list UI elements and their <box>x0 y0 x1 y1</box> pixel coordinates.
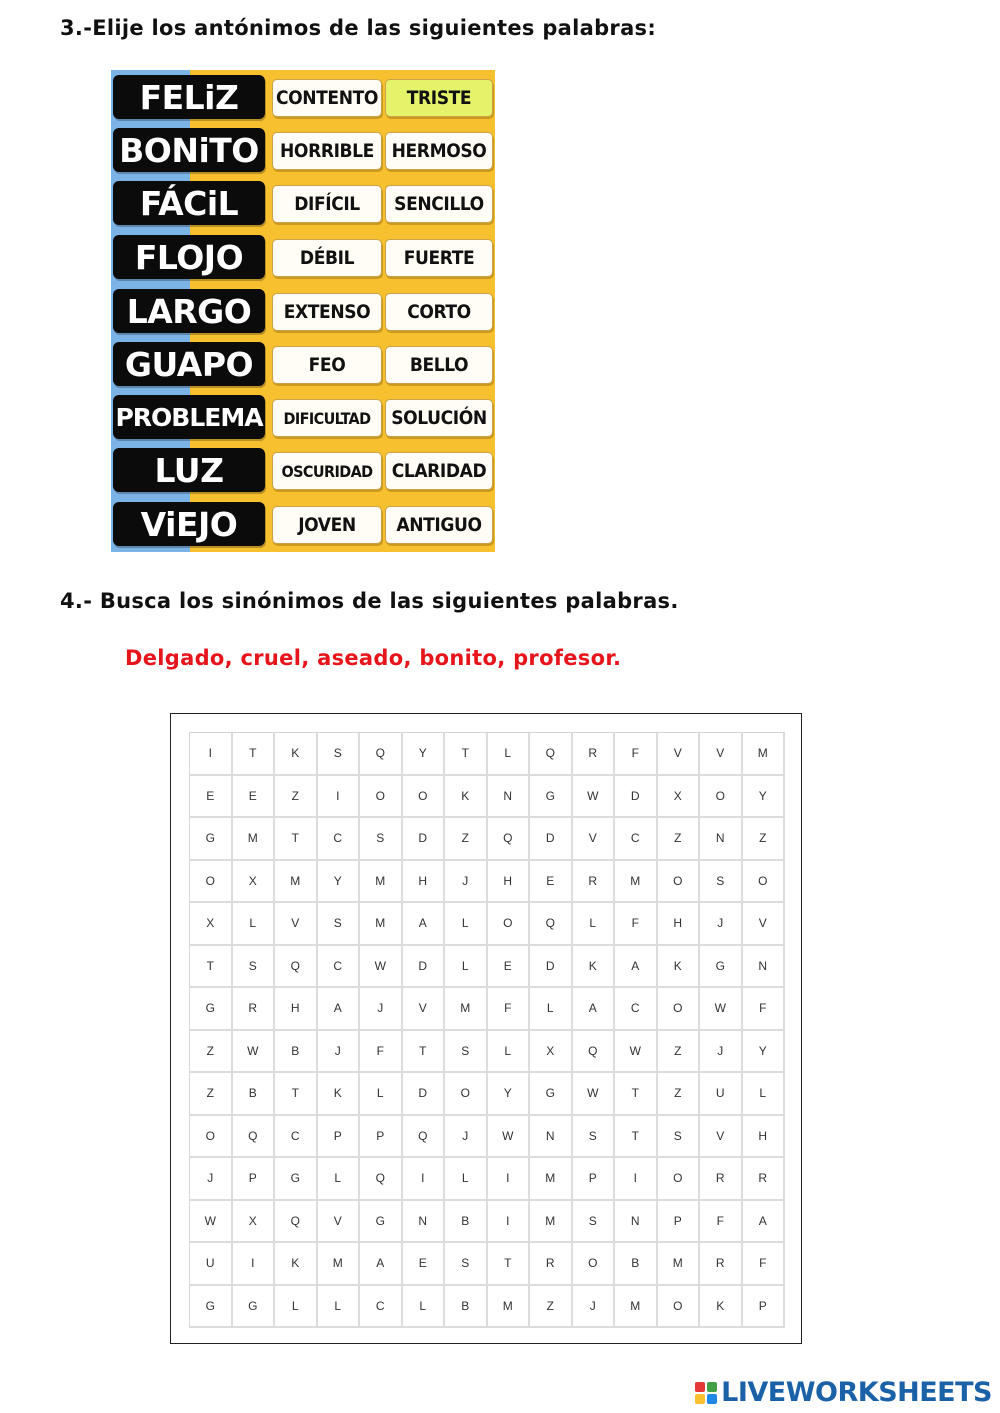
word-search-cell[interactable]: G <box>360 1201 403 1244</box>
word-search-cell[interactable]: N <box>615 1201 658 1244</box>
word-search-cell[interactable]: K <box>275 733 318 776</box>
word-search-cell[interactable]: U <box>190 1243 233 1286</box>
word-search-cell[interactable]: I <box>233 1243 276 1286</box>
word-search-cell[interactable]: N <box>530 1116 573 1159</box>
word-search-cell[interactable]: T <box>615 1073 658 1116</box>
word-search-cell[interactable]: Z <box>445 818 488 861</box>
antonym-source-word: LARGO <box>113 289 265 333</box>
word-search-cell[interactable]: K <box>445 776 488 819</box>
word-search-cell[interactable]: L <box>318 1286 361 1329</box>
word-search-cell[interactable]: T <box>233 733 276 776</box>
word-search-cell[interactable]: L <box>275 1286 318 1329</box>
word-search-cell[interactable]: J <box>445 861 488 904</box>
word-search-cell[interactable]: O <box>743 861 786 904</box>
word-search-cell[interactable]: I <box>318 776 361 819</box>
word-search-cell[interactable]: Y <box>318 861 361 904</box>
word-search-cell[interactable]: R <box>700 1158 743 1201</box>
word-search-cell[interactable]: B <box>233 1073 276 1116</box>
word-search-cell[interactable]: R <box>743 1158 786 1201</box>
word-search-cell[interactable]: N <box>700 818 743 861</box>
word-search-cell[interactable]: J <box>573 1286 616 1329</box>
word-search-cell[interactable]: T <box>488 1243 531 1286</box>
word-search-cell[interactable]: J <box>360 988 403 1031</box>
word-search-cell[interactable]: V <box>658 733 701 776</box>
word-search-cell[interactable]: F <box>360 1031 403 1074</box>
word-search-cell[interactable]: O <box>658 988 701 1031</box>
word-search-cell[interactable]: Q <box>360 733 403 776</box>
antonym-option-b[interactable]: ANTIGUO <box>385 506 493 544</box>
word-search-cell[interactable]: Z <box>658 1073 701 1116</box>
word-search-cell[interactable]: S <box>573 1116 616 1159</box>
word-search-cell[interactable]: D <box>530 818 573 861</box>
word-search-cell[interactable]: F <box>700 1201 743 1244</box>
logo-icon <box>695 1382 717 1404</box>
word-search-cell[interactable]: S <box>445 1031 488 1074</box>
word-search-cell[interactable]: S <box>318 733 361 776</box>
antonym-option-b[interactable]: BELLO <box>385 346 493 384</box>
word-search-cell[interactable]: W <box>360 946 403 989</box>
word-search-cell[interactable]: O <box>658 861 701 904</box>
word-search-cell[interactable]: M <box>445 988 488 1031</box>
word-search-cell[interactable]: S <box>233 946 276 989</box>
antonym-source-word: BONiTO <box>113 128 265 172</box>
antonym-row <box>111 235 495 279</box>
word-search-cell[interactable]: W <box>615 1031 658 1074</box>
word-search-cell[interactable]: Y <box>743 776 786 819</box>
antonym-row <box>111 502 495 546</box>
antonym-option-a[interactable]: DIFÍCIL <box>272 185 382 223</box>
word-search-cell[interactable]: W <box>488 1116 531 1159</box>
word-search-cell[interactable]: Q <box>233 1116 276 1159</box>
word-search-cell[interactable]: L <box>318 1158 361 1201</box>
word-search-cell[interactable]: G <box>190 818 233 861</box>
word-search-cell[interactable]: K <box>658 946 701 989</box>
antonym-row <box>111 448 495 492</box>
word-search-cell[interactable]: G <box>530 776 573 819</box>
word-search-cell[interactable]: G <box>700 946 743 989</box>
word-search-cell[interactable]: M <box>318 1243 361 1286</box>
word-search-cell[interactable]: E <box>403 1243 446 1286</box>
word-search-cell[interactable]: Y <box>488 1073 531 1116</box>
word-search-cell[interactable]: S <box>445 1243 488 1286</box>
antonym-source-word: FLOJO <box>113 235 265 279</box>
antonym-row <box>111 128 495 172</box>
antonym-source-word: FELiZ <box>113 75 265 119</box>
word-search-cell[interactable]: F <box>615 903 658 946</box>
word-search-cell[interactable]: Z <box>275 776 318 819</box>
word-search-cell[interactable]: S <box>573 1201 616 1244</box>
word-search-cell[interactable]: O <box>658 1158 701 1201</box>
word-search-cell[interactable]: S <box>360 818 403 861</box>
word-search-cell[interactable]: L <box>530 988 573 1031</box>
word-search-cell[interactable]: R <box>233 988 276 1031</box>
word-search-cell[interactable]: J <box>190 1158 233 1201</box>
word-search-cell[interactable]: O <box>360 776 403 819</box>
antonym-panel <box>111 70 495 552</box>
word-search-cell[interactable]: L <box>233 903 276 946</box>
word-search-cell[interactable]: A <box>743 1201 786 1244</box>
word-search-grid <box>189 732 785 1328</box>
word-search-cell[interactable]: H <box>403 861 446 904</box>
word-search-cell[interactable]: J <box>445 1116 488 1159</box>
word-search-cell[interactable]: V <box>700 733 743 776</box>
word-search-cell[interactable]: V <box>318 1201 361 1244</box>
word-search-cell[interactable]: M <box>233 818 276 861</box>
antonym-row <box>111 181 495 225</box>
word-search-cell[interactable]: O <box>445 1073 488 1116</box>
word-search-cell[interactable]: Y <box>743 1031 786 1074</box>
word-search-cell[interactable]: D <box>615 776 658 819</box>
word-search-cell[interactable]: M <box>658 1243 701 1286</box>
word-search-cell[interactable]: Z <box>190 1073 233 1116</box>
antonym-source-word: LUZ <box>113 448 265 492</box>
word-search-cell[interactable]: K <box>700 1286 743 1329</box>
word-search-cell[interactable]: T <box>190 946 233 989</box>
word-search-cell[interactable]: V <box>573 818 616 861</box>
word-search-cell[interactable]: W <box>233 1031 276 1074</box>
word-search-cell[interactable]: C <box>360 1286 403 1329</box>
word-search-cell[interactable]: Z <box>658 1031 701 1074</box>
word-search-cell[interactable]: N <box>743 946 786 989</box>
antonym-option-a[interactable]: JOVEN <box>272 506 382 544</box>
word-search-cell[interactable]: L <box>445 946 488 989</box>
antonym-option-b[interactable]: HERMOSO <box>385 132 493 170</box>
word-search-cell[interactable]: W <box>190 1201 233 1244</box>
word-search-cell[interactable]: K <box>275 1243 318 1286</box>
word-search-cell[interactable]: I <box>488 1201 531 1244</box>
word-search-cell[interactable]: K <box>573 946 616 989</box>
word-search-cell[interactable]: D <box>403 1073 446 1116</box>
word-search-cell[interactable]: M <box>488 1286 531 1329</box>
antonym-source-word: PROBLEMA <box>113 395 265 439</box>
word-search-cell[interactable]: G <box>190 1286 233 1329</box>
word-search-cell[interactable]: P <box>658 1201 701 1244</box>
word-search-cell[interactable]: K <box>318 1073 361 1116</box>
word-search-cell[interactable]: X <box>233 1201 276 1244</box>
word-search-cell[interactable]: G <box>275 1158 318 1201</box>
antonym-source-word: GUAPO <box>113 342 265 386</box>
section-3-title: 3.-Elije los antónimos de las siguientes palabras: <box>60 16 657 40</box>
word-search-cell[interactable]: L <box>403 1286 446 1329</box>
word-search-cell[interactable]: Q <box>573 1031 616 1074</box>
word-search-cell[interactable]: X <box>233 861 276 904</box>
word-search-cell[interactable]: C <box>615 988 658 1031</box>
word-search-cell[interactable]: T <box>615 1116 658 1159</box>
antonym-option-b[interactable]: SOLUCIÓN <box>385 399 493 437</box>
word-search-cell[interactable]: Z <box>658 818 701 861</box>
word-search-cell[interactable]: G <box>233 1286 276 1329</box>
antonym-source-word: FÁCiL <box>113 181 265 225</box>
word-search-cell[interactable]: Q <box>530 733 573 776</box>
word-search-cell[interactable]: W <box>573 1073 616 1116</box>
word-search-cell[interactable]: T <box>403 1031 446 1074</box>
word-search-cell[interactable]: I <box>190 733 233 776</box>
word-search-cell[interactable]: Q <box>403 1116 446 1159</box>
word-search-cell[interactable]: L <box>488 733 531 776</box>
word-search-cell[interactable]: P <box>573 1158 616 1201</box>
word-search-cell[interactable]: A <box>615 946 658 989</box>
antonym-option-a[interactable]: DÉBIL <box>272 239 382 277</box>
word-search-cell[interactable]: R <box>530 1243 573 1286</box>
word-search-cell[interactable]: J <box>318 1031 361 1074</box>
word-search-cell[interactable]: F <box>488 988 531 1031</box>
word-search-cell[interactable]: X <box>190 903 233 946</box>
antonym-row <box>111 289 495 333</box>
word-search-cell[interactable]: B <box>445 1286 488 1329</box>
word-search-cell[interactable]: M <box>530 1158 573 1201</box>
word-search-cell[interactable]: R <box>700 1243 743 1286</box>
word-search-cell[interactable]: P <box>318 1116 361 1159</box>
word-search-cell[interactable]: O <box>403 776 446 819</box>
word-search-cell[interactable]: C <box>275 1116 318 1159</box>
word-search-cell[interactable]: V <box>403 988 446 1031</box>
logo-text: LIVEWORKSHEETS <box>721 1377 992 1408</box>
word-search-cell[interactable]: L <box>743 1073 786 1116</box>
word-search-cell[interactable]: F <box>743 1243 786 1286</box>
word-search-cell[interactable]: C <box>318 946 361 989</box>
word-search-cell[interactable]: M <box>275 861 318 904</box>
word-search-cell[interactable]: C <box>615 818 658 861</box>
word-search-cell[interactable]: W <box>573 776 616 819</box>
word-search-cell[interactable]: L <box>445 1158 488 1201</box>
word-search-cell[interactable]: Q <box>360 1158 403 1201</box>
word-search-cell[interactable]: F <box>615 733 658 776</box>
word-search-cell[interactable]: M <box>530 1201 573 1244</box>
word-search-cell[interactable]: H <box>275 988 318 1031</box>
word-search-cell[interactable]: O <box>700 776 743 819</box>
word-search-cell[interactable]: P <box>743 1286 786 1329</box>
word-search-cell[interactable]: V <box>275 903 318 946</box>
word-search-cell[interactable]: A <box>318 988 361 1031</box>
word-search-cell[interactable]: B <box>275 1031 318 1074</box>
antonym-source-word: ViEJO <box>113 502 265 546</box>
antonym-option-b[interactable]: SENCILLO <box>385 185 493 223</box>
antonym-option-a[interactable]: EXTENSO <box>272 293 382 331</box>
word-search-cell[interactable]: M <box>615 1286 658 1329</box>
liveworksheets-logo <box>695 1377 992 1408</box>
word-search-cell[interactable]: G <box>190 988 233 1031</box>
antonym-row <box>111 75 495 119</box>
antonym-option-b[interactable]: FUERTE <box>385 239 493 277</box>
word-search-cell[interactable]: N <box>403 1201 446 1244</box>
word-search-cell[interactable]: H <box>743 1116 786 1159</box>
word-search-cell[interactable]: R <box>573 733 616 776</box>
synonym-word-list: Delgado, cruel, aseado, bonito, profesor. <box>125 646 622 670</box>
word-search-cell[interactable]: T <box>275 1073 318 1116</box>
word-search-cell[interactable]: O <box>190 1116 233 1159</box>
word-search-cell[interactable]: I <box>615 1158 658 1201</box>
antonym-option-a[interactable]: HORRIBLE <box>272 132 382 170</box>
antonym-option-b[interactable]: CORTO <box>385 293 493 331</box>
word-search-cell[interactable]: E <box>530 861 573 904</box>
word-search-cell[interactable]: B <box>445 1201 488 1244</box>
word-search-cell[interactable]: O <box>573 1243 616 1286</box>
word-search-cell[interactable]: S <box>658 1116 701 1159</box>
word-search-cell[interactable]: Y <box>403 733 446 776</box>
word-search-cell[interactable]: S <box>318 903 361 946</box>
word-search-cell[interactable]: E <box>233 776 276 819</box>
word-search-cell[interactable]: Q <box>275 946 318 989</box>
antonym-row <box>111 395 495 439</box>
word-search-cell[interactable]: Z <box>530 1286 573 1329</box>
word-search-cell[interactable]: A <box>403 903 446 946</box>
word-search-cell[interactable]: Q <box>530 903 573 946</box>
word-search-cell[interactable]: C <box>318 818 361 861</box>
antonym-option-a[interactable]: OSCURIDAD <box>272 452 382 490</box>
word-search-cell[interactable]: L <box>573 903 616 946</box>
word-search-cell[interactable]: Z <box>743 818 786 861</box>
word-search-cell[interactable]: D <box>403 946 446 989</box>
word-search-cell[interactable]: S <box>700 861 743 904</box>
word-search-cell[interactable]: L <box>445 903 488 946</box>
word-search-cell[interactable]: Q <box>275 1201 318 1244</box>
word-search-cell[interactable]: L <box>488 1031 531 1074</box>
word-search-frame <box>170 713 802 1344</box>
word-search-cell[interactable]: P <box>233 1158 276 1201</box>
antonym-option-a[interactable]: FEO <box>272 346 382 384</box>
word-search-cell[interactable]: V <box>700 1116 743 1159</box>
word-search-cell[interactable]: X <box>530 1031 573 1074</box>
word-search-cell[interactable]: E <box>190 776 233 819</box>
word-search-cell[interactable]: J <box>700 903 743 946</box>
word-search-cell[interactable]: T <box>445 733 488 776</box>
word-search-cell[interactable]: O <box>190 861 233 904</box>
antonym-option-a[interactable]: CONTENTO <box>272 79 382 117</box>
word-search-cell[interactable]: R <box>573 861 616 904</box>
word-search-cell[interactable]: E <box>488 946 531 989</box>
word-search-cell[interactable]: A <box>573 988 616 1031</box>
word-search-cell[interactable]: V <box>743 903 786 946</box>
word-search-cell[interactable]: W <box>700 988 743 1031</box>
word-search-cell[interactable]: L <box>360 1073 403 1116</box>
word-search-cell[interactable]: J <box>700 1031 743 1074</box>
word-search-cell[interactable]: M <box>743 733 786 776</box>
word-search-cell[interactable]: I <box>403 1158 446 1201</box>
word-search-cell[interactable]: D <box>403 818 446 861</box>
word-search-cell[interactable]: M <box>360 861 403 904</box>
word-search-cell[interactable]: H <box>488 861 531 904</box>
antonym-option-a[interactable]: DIFICULTAD <box>272 399 382 437</box>
word-search-cell[interactable]: M <box>615 861 658 904</box>
word-search-cell[interactable]: P <box>360 1116 403 1159</box>
word-search-cell[interactable]: N <box>488 776 531 819</box>
word-search-cell[interactable]: O <box>488 903 531 946</box>
word-search-cell[interactable]: Z <box>190 1031 233 1074</box>
word-search-cell[interactable]: D <box>530 946 573 989</box>
word-search-cell[interactable]: H <box>658 903 701 946</box>
word-search-cell[interactable]: B <box>615 1243 658 1286</box>
word-search-cell[interactable]: F <box>743 988 786 1031</box>
antonym-row <box>111 342 495 386</box>
antonym-option-b[interactable]: TRISTE <box>385 79 493 117</box>
word-search-cell[interactable]: U <box>700 1073 743 1116</box>
word-search-cell[interactable]: M <box>360 903 403 946</box>
word-search-cell[interactable]: G <box>530 1073 573 1116</box>
word-search-cell[interactable]: I <box>488 1158 531 1201</box>
word-search-cell[interactable]: O <box>658 1286 701 1329</box>
word-search-cell[interactable]: A <box>360 1243 403 1286</box>
antonym-option-b[interactable]: CLARIDAD <box>385 452 493 490</box>
word-search-cell[interactable]: Q <box>488 818 531 861</box>
section-4-title: 4.- Busca los sinónimos de las siguientes palabras. <box>60 589 679 613</box>
word-search-cell[interactable]: X <box>658 776 701 819</box>
word-search-cell[interactable]: T <box>275 818 318 861</box>
